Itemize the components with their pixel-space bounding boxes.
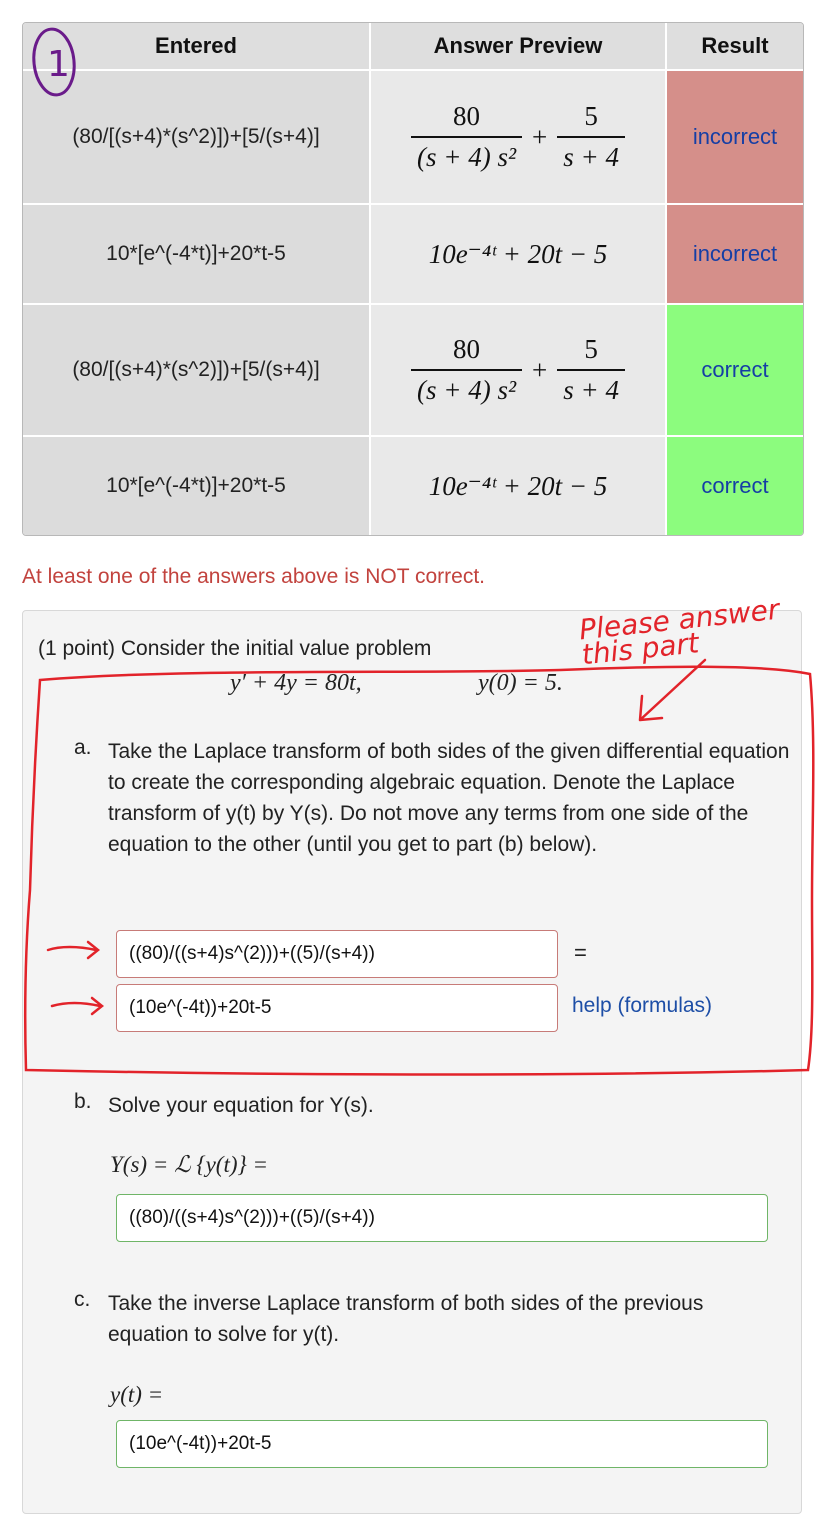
equals-sign: = bbox=[574, 940, 587, 965]
ode-equation: y′ + 4y = 80t, bbox=[230, 670, 362, 696]
result-cell: correct bbox=[667, 437, 803, 535]
preview-cell: 10e⁻⁴ᵗ + 20t − 5 bbox=[371, 437, 667, 535]
table-row bbox=[23, 205, 803, 305]
result-cell: incorrect bbox=[667, 71, 803, 205]
circled-number-annotation bbox=[26, 24, 86, 104]
preview-numerator: 80 bbox=[453, 101, 481, 131]
answer-results-table bbox=[22, 22, 804, 536]
initial-condition: y(0) = 5. bbox=[478, 670, 563, 696]
part-b-marker: b. bbox=[74, 1090, 92, 1113]
part-c-label: y(t) = bbox=[110, 1382, 164, 1407]
preview-denominator: (s + 4) s² bbox=[411, 369, 522, 406]
y-of-t-input[interactable]: (10e^(-4t))+20t-5 bbox=[116, 1420, 768, 1468]
laplace-rhs-input[interactable]: (10e^(-4t))+20t-5 bbox=[116, 984, 558, 1032]
part-c-text: Take the inverse Laplace transform of both sides of the previous equation to solve for y(t). bbox=[108, 1292, 704, 1346]
laplace-lhs-input[interactable]: ((80)/((s+4)s^(2)))+((5)/(s+4)) bbox=[116, 930, 558, 978]
preview-denominator: s + 4 bbox=[557, 136, 625, 173]
pointer-arrow-icon bbox=[640, 660, 705, 720]
arrow-right-icon bbox=[52, 998, 102, 1014]
part-b-text: Solve your equation for Y(s). bbox=[108, 1094, 374, 1117]
circled-number-text: 1 bbox=[47, 44, 70, 85]
entered-cell: 10*[e^(-4*t)]+20*t-5 bbox=[23, 437, 371, 535]
result-cell: correct bbox=[667, 305, 803, 437]
header-result: Result bbox=[667, 23, 803, 71]
header-entered: Entered bbox=[23, 23, 371, 71]
highlight-box bbox=[25, 667, 813, 1075]
entered-cell: (80/[(s+4)*(s^2)])+[5/(s+4)] bbox=[23, 305, 371, 437]
help-formulas-link[interactable]: help (formulas) bbox=[572, 994, 713, 1017]
arrow-right-icon bbox=[48, 942, 98, 958]
handwritten-note: Please answer this part bbox=[577, 592, 781, 672]
entered-cell: 10*[e^(-4*t)]+20*t-5 bbox=[23, 205, 371, 305]
header-answer-preview: Answer Preview bbox=[371, 23, 667, 71]
preview-denominator: s + 4 bbox=[557, 369, 625, 406]
entered-cell: (80/[(s+4)*(s^2)])+[5/(s+4)] bbox=[23, 71, 371, 205]
table-row bbox=[23, 305, 803, 437]
part-a-text: Take the Laplace transform of both sides of the given differential equation to create the corresponding algebraic equation. Denote the Laplace transform of y(t) by Y(s). Do not move any terms from one side of the equation to the other (until you get to part (b) below). bbox=[108, 740, 790, 856]
part-c-marker: c. bbox=[74, 1288, 91, 1311]
y-of-s-input[interactable]: ((80)/((s+4)s^(2)))+((5)/(s+4)) bbox=[116, 1194, 768, 1242]
table-row bbox=[23, 437, 803, 535]
preview-numerator: 5 bbox=[584, 334, 598, 364]
preview-cell: $\frac{80}{\text{(s + 4) s²}}$ + $\frac{5}{s + 4}$ bbox=[371, 305, 667, 437]
preview-cell: $\frac{80}{\text{(s + 4) s²}}$ + $\frac{5}{s + 4}$ bbox=[371, 71, 667, 205]
result-cell: incorrect bbox=[667, 205, 803, 305]
preview-cell: 10e⁻⁴ᵗ + 20t − 5 bbox=[371, 205, 667, 305]
table-row bbox=[23, 71, 803, 205]
preview-numerator: 80 bbox=[453, 334, 481, 364]
preview-numerator: 5 bbox=[584, 101, 598, 131]
part-b-label: Y(s) = ℒ {y(t)} = bbox=[110, 1152, 268, 1177]
correctness-message: At least one of the answers above is NOT correct. bbox=[22, 565, 485, 588]
preview-denominator: (s + 4) s² bbox=[411, 136, 522, 173]
red-annotation-marks bbox=[0, 640, 826, 1200]
problem-intro: (1 point) Consider the initial value problem bbox=[38, 637, 432, 660]
table-header-row bbox=[23, 23, 803, 71]
part-a-marker: a. bbox=[74, 736, 92, 759]
